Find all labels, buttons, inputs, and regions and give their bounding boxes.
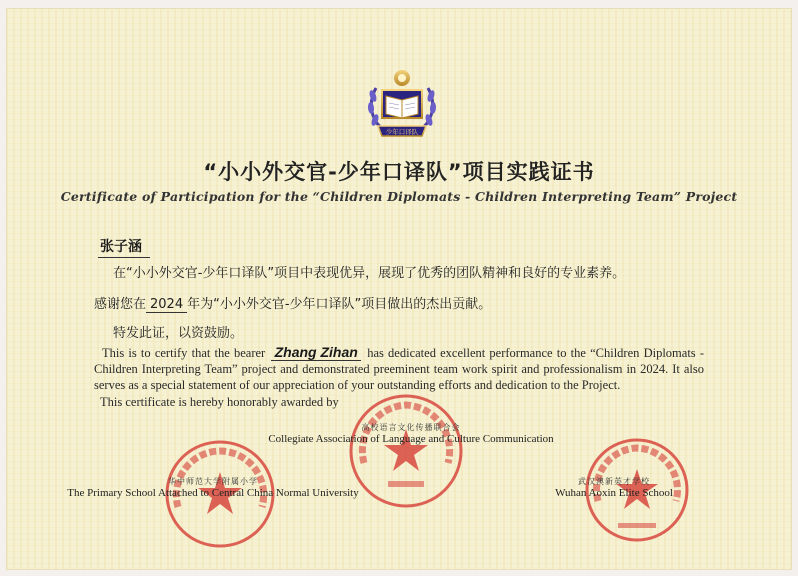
cn-line2-prefix: 感谢您在 — [94, 297, 147, 312]
cn-body-line-1: 在“小小外交官-少年口译队”项目中表现优异，展现了优秀的团队精神和良好的专业素养。 — [113, 266, 626, 281]
certificate-title-cn: “小小外交官-少年口译队”项目实践证书 — [203, 160, 595, 184]
org-right-name-en: Wuhan Aoxin Elite School — [555, 487, 673, 499]
project-emblem — [362, 66, 442, 146]
cn-line2-suffix: 年为“小小外交官-少年口译队”项目做出的杰出贡献。 — [187, 297, 492, 312]
certificate-title-en: Certificate of Participation for the “Children Diplomats - Children Interpreting Team” Project — [60, 189, 738, 204]
org-right-name-cn: 武汉澳新英才学校 — [578, 477, 650, 486]
cn-body-line-3: 特发此证，以资鼓励。 — [113, 326, 244, 341]
org-left-name-cn: 华中师范大学附属小学 — [168, 477, 258, 486]
org-center-name-en: Collegiate Association of Language and Culture Communication — [268, 433, 554, 445]
en-body-paragraph — [94, 344, 704, 393]
org-collegiate-association — [252, 422, 570, 445]
org-aoxin-school — [540, 476, 688, 499]
org-left-name-en: The Primary School Attached to Central China Normal University — [67, 487, 359, 499]
recipient-name-cn: 张子涵 — [98, 236, 150, 258]
en-body-part-1: This is to certify that the bearer — [102, 346, 266, 360]
awarded-by-line: This certificate is hereby honorably awarded by — [100, 395, 339, 409]
emblem-banner-text: 少年口译队 — [385, 128, 419, 136]
recipient-name-en: Zhang Zihan — [271, 344, 361, 361]
org-primary-school — [58, 476, 368, 499]
book-laurel-emblem-icon — [362, 66, 442, 146]
en-body-part-2: has dedicated excellent performance to the “Children Diplomats - Children Interpreting Team” project and demonstrated preeminent team work spirit and professionalism in 2024. It also serves as a special statement of our appreciation of your outstanding efforts and dedication to the Project. — [94, 346, 704, 392]
org-center-name-cn: 高校语言文化传播联合会 — [361, 423, 461, 432]
cn-body-line-2 — [94, 293, 491, 312]
award-year: 2024 — [146, 297, 187, 313]
